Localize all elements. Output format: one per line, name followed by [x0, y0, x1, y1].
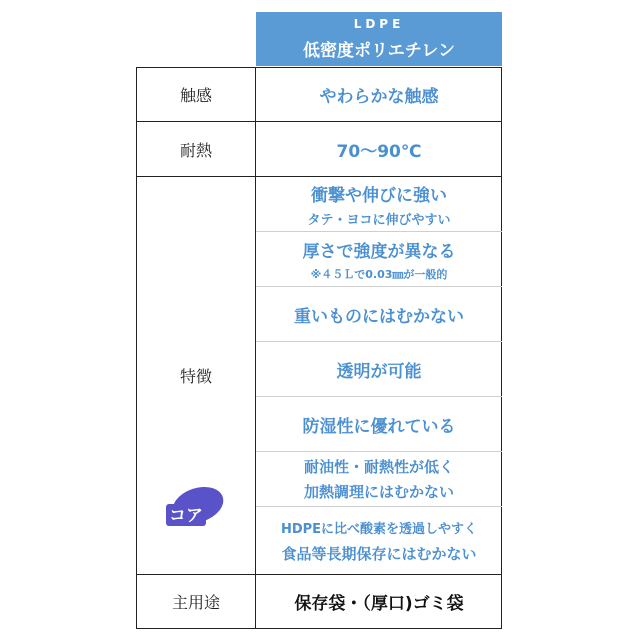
badge-text: コア: [169, 506, 203, 526]
header-jp: 低密度ポリエチレン: [303, 41, 455, 61]
row-label-heat: 耐熱: [179, 140, 212, 160]
feature-main: 重いものにはむかない: [294, 306, 464, 327]
feature-main: 透明が可能: [336, 361, 422, 382]
row-value-usage: 保存袋・（厚口)ゴミ袋: [294, 594, 464, 614]
row-label-features: 特徴: [179, 367, 212, 386]
feature-item: [256, 287, 502, 341]
core-logo-icon: [164, 486, 226, 528]
column-header: [256, 12, 502, 66]
row-value-heat: 70～90℃: [336, 141, 422, 162]
feature-main: 防湿性に優れている: [302, 416, 456, 437]
feature-item: [256, 342, 502, 396]
feature-sub: ※４５Ｌで0.03㎜が一般的: [310, 267, 448, 281]
feature-sub: タテ・ヨコに伸びやすい: [307, 212, 451, 228]
feature-item: [256, 232, 502, 286]
feature-item: [256, 452, 502, 506]
feature-main: 厚さで強度が異なる: [302, 241, 456, 262]
row-value-texture: やわらかな触感: [319, 87, 439, 107]
feature-sub: HDPEに比べ酸素を透過しやすく: [280, 521, 478, 537]
row-label-usage: 主用途: [171, 593, 220, 612]
feature-main: 食品等長期保存にはむかない: [281, 544, 477, 563]
feature-item: [256, 177, 502, 231]
feature-item: [256, 397, 502, 451]
feature-main: 加熱調理にはむかない: [303, 483, 454, 501]
feature-main: 耐油性・耐熱性が低く: [303, 458, 454, 476]
feature-item: [256, 507, 502, 574]
header-en: LDPE: [353, 17, 405, 31]
table-bottom-border: [136, 628, 502, 629]
feature-main: 衝撃や伸びに強い: [311, 185, 447, 206]
row-label-texture: 触感: [179, 86, 212, 105]
